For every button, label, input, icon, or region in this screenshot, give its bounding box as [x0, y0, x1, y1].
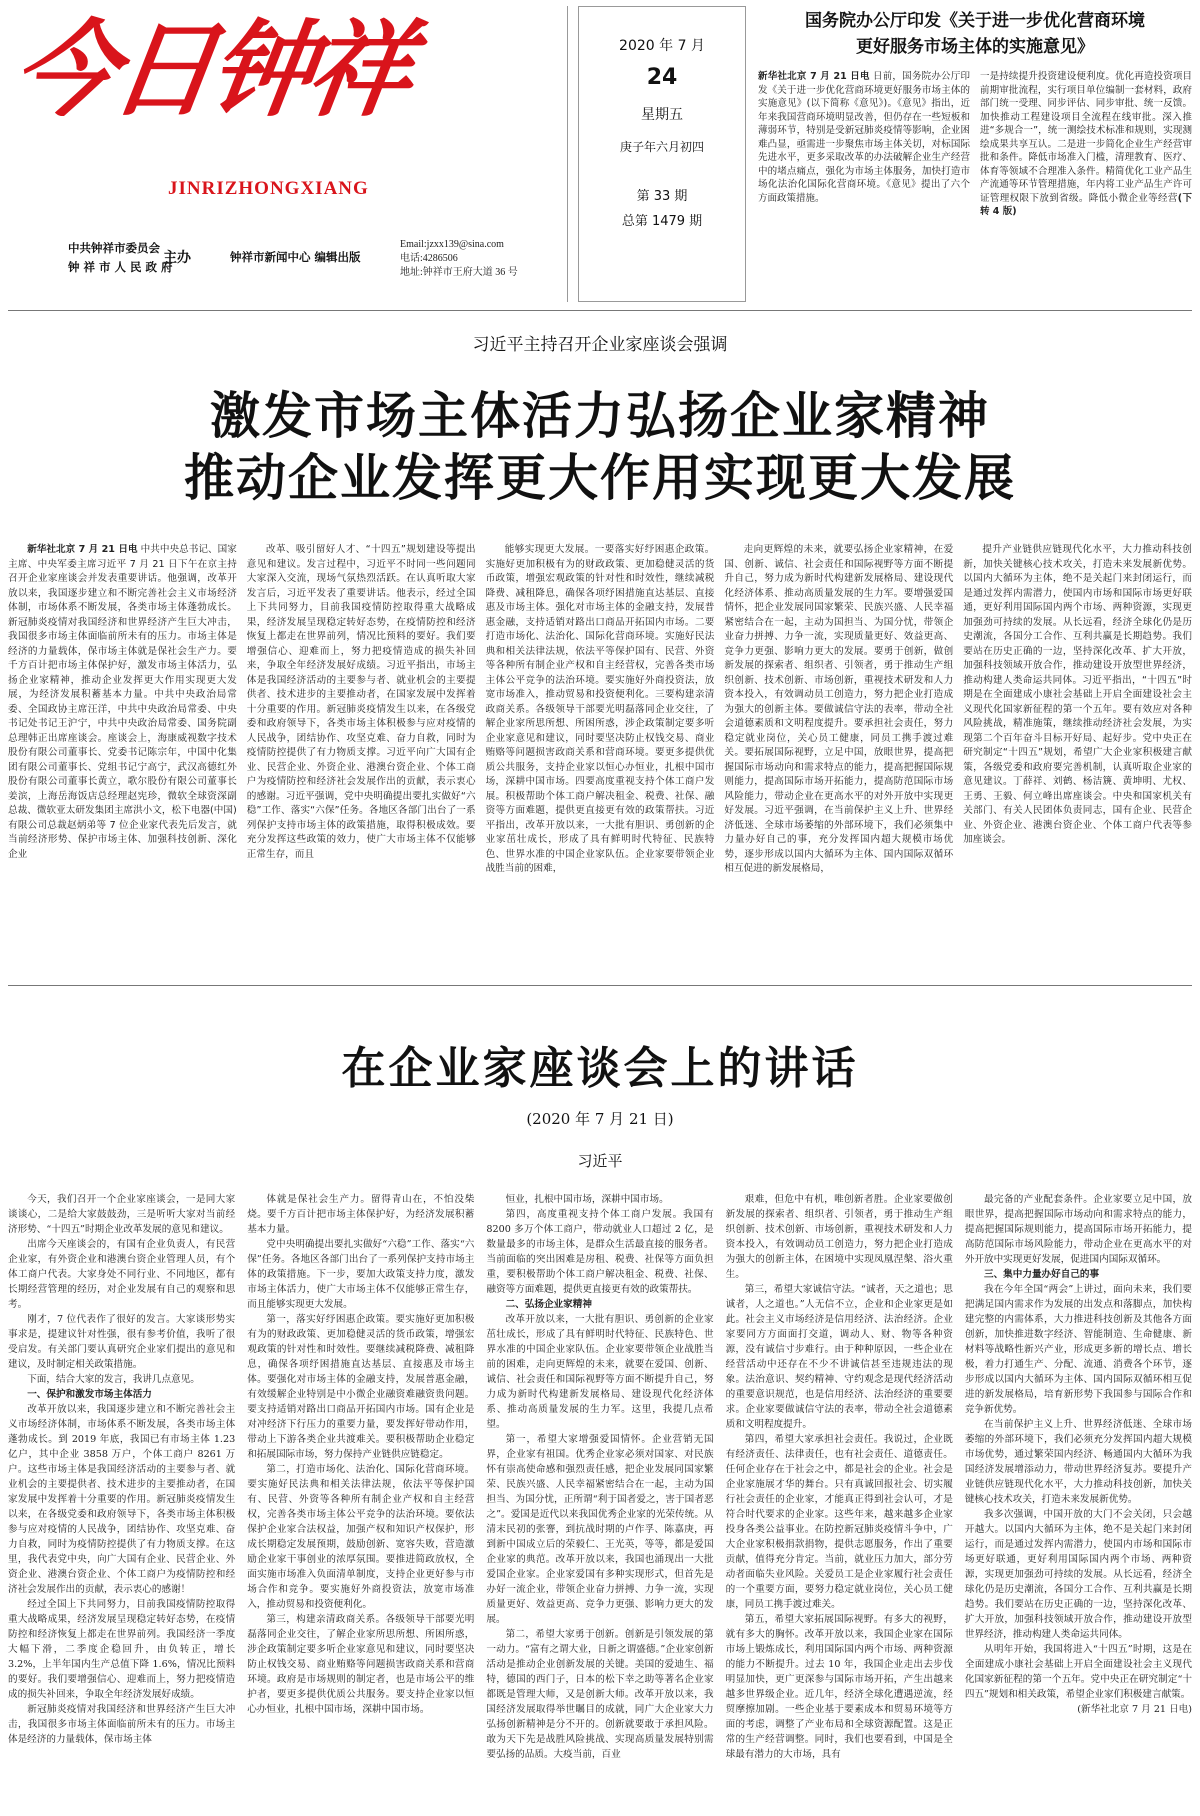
date-weekday: 星期五: [641, 107, 683, 123]
speech-column: [8, 1192, 235, 1804]
speech-column: [486, 1192, 713, 1804]
sponsors: [68, 239, 173, 277]
masthead: [5, 6, 1192, 306]
paragraph: 我多次强调，中国开放的大门不会关闭，只会越开越大。以国内大循环为主体，绝不是关起门来封闭运行，而是通过发挥内需潜力，使国内市场和国际市场更好联通，更好利用国际国内两个市场、两种资源，实现更加强劲可持续的发展。从长远看，经济全球化仍是历史潮流，各国分工合作、互利共赢是长期趋势。我们要站在历史正确的一边，坚持深化改革、扩大开放，加强科技领域开放合作，推动建设开放型世界经济，推动构建人类命运共同体。: [964, 1509, 1193, 1640]
section-heading: 三、集中力量办好自己的事: [984, 1269, 1100, 1280]
paragraph: 第三，希望大家诚信守法。“诚者，天之道也；思诚者，人之道也。”人无信不立，企业和企业家更是如此。社会主义市场经济是信用经济、法治经济。企业家要同方方面面打交道，调动人、财、物等各种资源，没有诚信寸步难行。由于种种原因，一些企业在经营活动中还存在不少不讲诚信甚至违规违法的现象。法治意识、契约精神、守约观念是现代经济活动的重要意识规范，也是信用经济、法治经济的重要要求。企业家要做诚信守法的表率，带动全社会道德素质和文明程度提升。: [725, 1284, 953, 1430]
contact-info: [400, 238, 518, 280]
paragraph: 在当前保护主义上升、世界经济低迷、全球市场萎缩的外部环境下，我们必须充分发挥国内超大规模市场优势，通过繁荣国内经济、畅通国内大循环为我国经济发展增添动力，带动世界经济复苏。要提升产业链供应链现代化水平，大力推动科技创新，加快关键核心技术攻关，打造未来发展新优势。: [964, 1419, 1193, 1505]
paragraph: 第三，构建亲清政商关系。各级领导干部要光明磊落同企业交往，了解企业家所思所想、所困所惑，涉企政策制定要多听企业家意见和建议，同时要坚决防止权钱交易、商业贿赂等问题损害政商关系和营商环境。政府是市场规则的制定者，也是市场公平的维护者，要更多提供优质公共服务。要支持企业家以恒心办恒业，扎根中国市场，深耕中国市场。: [247, 1614, 475, 1715]
top-news-body: [758, 70, 1192, 219]
continued-link[interactable]: (下转 4 版): [980, 192, 1192, 217]
paragraph: 从明年开始，我国将进入“十四五”时期，这是在全面建成小康社会基础上开启全面建设社会主义现代化国家新征程的第一个五年。党中央正在研究制定“十四五”规划和相关政策，希望企业家们积极建言献策。: [964, 1644, 1193, 1700]
paragraph: 出席今天座谈会的，有国有企业负责人，有民营企业家，有外资企业和港澳台资企业管理人员，有个体工商户代表。大家身处不同行业、不同地区，都有长期经营管理的经历，对企业发展有自己的观察和思考。: [8, 1239, 236, 1310]
section-heading: 一、保护和激发市场主体活力: [27, 1389, 152, 1400]
paragraph: 下面，结合大家的发言，我讲几点意见。: [27, 1374, 200, 1385]
paragraph: 经过全国上下共同努力，目前我国疫情防控取得重大战略成果，经济发展呈现稳定转好态势，在疫情防控和经济恢复上都走在世界前列。我国经济一季度大幅下滑，二季度企稳回升，由负转正，增长 3.2%，上半年国内生产总值下降 1.6%，情况比预料的要好。我们要增强信心、迎难而上，努力把疫情造成的损失补回来，争取全年经济发展好成绩。: [8, 1599, 236, 1700]
lead-column: [247, 543, 476, 943]
lead-column: [724, 543, 953, 943]
lead-text: 中共中央总书记、国家主席、中央军委主席习近平 7 月 21 日下午在京主持召开企业家座谈会并发表重要讲话。他强调，改革开放以来，我国逐步建立和不断完善社会主义市场经济体制，市场体系不断发展，各类市场主体蓬勃成长。新冠肺炎疫情对我国经济和世界经济产生巨大冲击，我国很多市场主体面临前所未有的压力。市场主体是经济的力量载体，保市场主体就是保社会生产力。要千方百计把市场主体保护好，激发市场主体活力，弘扬企业家精神，推动企业发挥更大作用实现更大发展，为经济发展积蓄基本力量。中共中央政治局常委、全国政协主席汪洋，中共中央政治局常委、中央书记处书记王沪宁，中共中央政治局常委、国务院副总理韩正出席座谈会。座谈会上，海康威视数字技术股份有限公司董事长、党委书记陈宗年，中国中化集团有限公司董事长、党组书记宁高宁，武汉高德红外股份有限公司董事长黄立，歌尔股份有限公司董事长姜滨，上海岳海饭店总经理赵宪珍，微软全球资深副总裁、微软亚太研发集团主席洪小文，松下电器(中国)有限公司总裁赵炳弟等 7 位企业家代表先后发言，就当前经济形势、保护市场主体、加强科技创新、深化企业: [8, 544, 237, 860]
lead-headline: [0, 385, 1200, 509]
paragraph: 新冠肺炎疫情对我国经济和世界经济产生巨大冲击，我国很多市场主体面临前所未有的压力。市场主体是经济的力量载体，保市场主体: [8, 1704, 236, 1745]
speech-body: [8, 1192, 1192, 1804]
contact-phone: 电话:4286506: [400, 253, 458, 264]
contact-email: Email:jzxx139@sina.com: [400, 239, 504, 250]
lead-column: [8, 543, 237, 943]
paragraph: 今天，我们召开一个企业家座谈会，一是同大家谈谈心，二是给大家鼓鼓劲，三是听听大家对当前经济形势、“十四五”时期企业改革发展的意见和建议。: [8, 1194, 236, 1235]
speech-column: [965, 1192, 1192, 1804]
speech-column: [247, 1192, 474, 1804]
paragraph: 第四，高度重视支持个体工商户发展。我国有 8200 多万个体工商户，带动就业人口超过 2 亿，是数量最多的市场主体，是群众生活最直接的服务者。当前面临的突出困难是房租、税费、社保等方面负担重，要积极帮助个体工商户解决租金、税费、社保、融资等方面难题，提供更直接更有效的政策帮扶。: [486, 1209, 714, 1295]
lead-dateline: 新华社北京 7 月 21 日电: [27, 544, 138, 555]
divider: [8, 310, 1192, 311]
paragraph: 最完备的产业配套条件。企业家要立足中国，放眼世界，提高把握国际市场动向和需求特点的能力，提高把握国际规则能力，提高国际市场开拓能力，提高防范国际市场风险能力，带动企业在更高水平的对外开放中实现更好发展，促进国内国际双循环。: [964, 1194, 1193, 1265]
top-news-title-line1: 国务院办公厅印发《关于进一步优化营商环境: [805, 11, 1145, 31]
paragraph: 第一，落实好纾困惠企政策。要实施好更加积极有为的财政政策、更加稳健灵活的货币政策，增强宏观政策的针对性和时效性。要继续减税降费、减租降息，确保各项纾困措施直达基层、直接惠及市场主体。要强化对市场主体的金融支持，发展普惠金融，有效缓解企业特别是中小微企业融资难融资贵问题。要支持适销对路出口商品开拓国内市场。国有企业是对冲经济下行压力的重要力量，要发挥好带动作用，带动上下游各类企业共渡难关。要积极帮助企业稳定和拓展国际市场，努力保持产业链供应链稳定。: [247, 1314, 475, 1460]
date-lunar: 庚子年六月初四: [619, 140, 704, 154]
lead-column: [486, 543, 715, 943]
sponsor-government: 钟 祥 市 人 民 政 府: [68, 260, 173, 274]
top-news-title-line2: 更好服务市场主体的实施意见》: [856, 37, 1094, 57]
lead-text: 提升产业链供应链现代化水平，大力推动科技创新，加快关键核心技术攻关，打造未来发展新优势。以国内大循环为主体，绝不是关起门来封闭运行，而是通过发挥内需潜力，使国内市场和国际市场更好联通，更好利用国际国内两个市场、两种资源，实现更加强劲可持续的发展。从长远看，经济全球化仍是历史潮流，各国分工合作、互利共赢是长期趋势。我们要站在历史正确的一边，坚持深化改革、扩大开放，加强科技领域开放合作，推动建设开放型世界经济，推动构建人类命运共同体。习近平指出，“十四五”时期是在全面建成小康社会基础上开启全面建设社会主义现代化国家新征程的第一个五年。要有效应对各种风险挑战，精准施策，继续推动经济社会发展，为实现第二个百年奋斗目标开好局、起好步。党中央正在研究制定“十四五”规划，希望广大企业家积极建言献策，各级党委和政府要完善机制，认真听取企业家的意见建议。丁薛祥、刘鹤、杨洁篪、黄坤明、尤权、王勇、王毅、何立峰出席座谈会。中央和国家机关有关部门、有关人民团体负责同志，国有企业、民营企业、外资企业、港澳台资企业、个体工商户代表等参加座谈会。: [963, 544, 1192, 845]
paragraph: 第二，打造市场化、法治化、国际化营商环境。要实施好民法典和相关法律法规，依法平等保护国有、民营、外资等各种所有制企业产权和自主经营权，完善各类市场主体公平竞争的法治环境。要依法保护企业家合法权益，加强产权和知识产权保护，形成长期稳定发展预期，鼓励创新、宽容失败，营造激励企业家干事创业的浓厚氛围。要推进简政放权，全面实施市场准入负面清单制度，支持企业更好参与市场合作和竞争。要实施好外商投资法，放宽市场准入，推动贸易和投资便利化。: [247, 1464, 475, 1610]
lead-column: [963, 543, 1192, 943]
newspaper-logo: [5, 8, 434, 168]
top-news-text-1: 日前，国务院办公厅印发《关于进一步优化营商环境更好服务市场主体的实施意见》(以下简称《意见》)。《意见》指出，近年来我国营商环境明显改善，但仍存在一些短板和薄弱环节，特别是受新冠肺炎疫情等影响，企业困难凸显，亟需进一步聚焦市场主体关切，对标国际先进水平，更多采取改革的办法破解企业生产经营中的堵点痛点，强化为市场主体服务，加快打造市场化法治化国际化营商环境。《意见》提出了六个方面政策措施。: [758, 71, 970, 204]
logo-text: 今日钟祥: [5, 8, 415, 131]
date-day: 24: [646, 65, 678, 90]
speech-headline: 在企业家座谈会上的讲话: [341, 1043, 859, 1094]
total-issue-number: 总第 1479 期: [621, 214, 703, 229]
issue-number: 第 33 期: [636, 189, 688, 204]
top-news-text-2: 一是持续提升投资建设便利度。优化再造投资项目前期审批流程，实行项目单位编制一套材料，政府部门统一受理、同步评估、同步审批、统一反馈。加快推动工程建设项目全流程在线审批。深入推进“多规合一”，统一测绘技术标准和规则，实现测绘成果共享互认。二是进一步简化企业生产经营审批和条件。降低市场准入门槛，清理教育、医疗、体育等领域不合理准入条件。精简优化工业产品生产流通等环节管理措施，年内将工业产品生产许可证管理权限下放到省级。降低小微企业等经营: [980, 71, 1192, 204]
paragraph: 改革开放以来，我国逐步建立和不断完善社会主义市场经济体制，市场体系不断发展，各类市场主体蓬勃成长。到 2019 年底，我国已有市场主体 1.23 亿户，其中企业 3858 万户，个体工商户 8261 万户。这些市场主体是我国经济活动的主要参与者、就业机会的主要提供者、技术进步的主要推动者，在国家发展中发挥着十分重要的作用。新冠肺炎疫情发生以来，在各级党委和政府领导下，各类市场主体积极参与应对疫情的人民战争，团结协作、攻坚克难、奋力自救，同时为疫情防控提供了有力物质支撑。在这里，我代表党中央，向广大国有企业、民营企业、外资企业、港澳台资企业、个体工商户为疫情防控和经济社会发展作出的贡献，表示衷心的感谢！: [8, 1404, 236, 1595]
paragraph: 第五，希望大家拓展国际视野。有多大的视野，就有多大的胸怀。改革开放以来，我国企业家在国际市场上锻炼成长，利用国际国内两个市场、两种资源的能力不断提升。过去 10 年，我国企业走出去步伐明显加快，更广更深参与国际市场开拓，产生出越来越多世界级企业。近几年，经济全球化遭遇逆流，经贸摩擦加剧。一些企业基于要素成本和贸易环境等方面的考虑，调整了产业布局和全球资源配置。这是正常的生产经营调整。同时，我们也要看到，中国是全球最有潜力的大市场，具有: [725, 1614, 953, 1760]
logo-pinyin: JINRIZHONGXIANG: [168, 178, 369, 199]
paragraph: 我在今年全国“两会”上讲过，面向未来，我们要把满足国内需求作为发展的出发点和落脚点，加快构建完整的内需体系，大力推进科技创新及其他各方面创新，加快推进数字经济、智能制造、生命健康、新材料等战略性新兴产业，形成更多新的增长点、增长极，着力打通生产、分配、流通、消费各个环节，逐步形成以国内大循环为主体、国内国际双循环相互促进的新发展格局，培育新形势下我国参与国际合作和竞争新优势。: [964, 1284, 1193, 1415]
paragraph: 第二，希望大家勇于创新。创新是引领发展的第一动力。“富有之谓大业，日新之谓盛德。”企业家创新活动是推动企业创新发展的关键。美国的爱迪生、福特，德国的西门子，日本的松下幸之助等著名企业家都既是管理大师，又是创新大师。改革开放以来，我国经济发展取得举世瞩目的成就，同广大企业家大力弘扬创新精神是分不开的。创新就要敢于承担风险。敢为天下先是战胜风险挑战、实现高质量发展特别需要弘扬的品质。大疫当前，百业: [486, 1629, 714, 1760]
speech-author: 习近平: [577, 1152, 623, 1170]
paragraph: 第四，希望大家承担社会责任。我说过，企业既有经济责任、法律责任，也有社会责任、道德责任。任何企业存在于社会之中，都是社会的企业。社会是企业家施展才华的舞台。只有真诚回报社会、切实履行社会责任的企业家，才能真正得到社会认可，才是符合时代要求的企业家。这些年来，越来越多企业家投身各类公益事业。在防控新冠肺炎疫情斗争中，广大企业家积极捐款捐物，提供志愿服务，作出了重要贡献，值得充分肯定。当前，就业压力加大，部分劳动者面临失业风险。关爱员工是企业家履行社会责任的一个重要方面，要努力稳定就业岗位，关心员工健康，同员工携手渡过难关。: [725, 1434, 953, 1610]
speech-column: [726, 1192, 953, 1804]
divider: [8, 985, 1192, 986]
paragraph: 刚才，7 位代表作了很好的发言。大家谈形势实事求是，提建议针对性强，很有参考价值，我听了很受启发。有关部门要认真研究企业家们提出的意见和建议，及时制定相关政策措施。: [8, 1314, 236, 1370]
paragraph: 第一，希望大家增强爱国情怀。企业营销无国界，企业家有祖国。优秀企业家必须对国家、对民族怀有崇高使命感和强烈责任感，把企业发展同国家繁荣、民族兴盛、人民幸福紧密结合在一起，主动为国担当、为国分忧，正所谓“利于国者爱之，害于国者恶之”。爱国是近代以来我国优秀企业家的光荣传统。从清末民初的张謇，到抗战时期的卢作孚、陈嘉庚，再到新中国成立后的荣毅仁、王光英，等等，都是爱国企业家的典范。改革开放以来，我国也涌现出一大批爱国企业家。企业家爱国有多种实现形式，但首先是办好一流企业，带领企业奋力拼搏、力争一流，实现质量更好、效益更高、竞争力更强、影响力更大的发展。: [486, 1434, 714, 1625]
top-news: [758, 6, 1192, 302]
paragraph: 党中央明确提出要扎实做好“六稳”工作、落实“六保”任务。各地区各部门出台了一系列保护支持市场主体的政策措施。下一步，要加大政策支持力度，激发市场主体活力，使广大市场主体不仅能够正常生存，而且能够实现更大发展。: [247, 1239, 475, 1310]
lead-text: 改革、吸引留好人才、“十四五”规划建设等提出意见和建议。发言过程中，习近平不时同一些问题同大家深入交流，现场气氛热烈活跃。在认真听取大家发言后，习近平发表了重要讲话。他表示，经过全国上下共同努力，目前我国疫情防控取得重大战略成果，经济发展呈现稳定转好态势，在疫情防控和经济恢复上都走在世界前列，情况比预料的要好。我们要增强信心、迎难而上，努力把疫情造成的损失补回来，争取全年经济发展好成绩。习近平指出，市场主体是我国经济活动的主要参与者、就业机会的主要提供者、技术进步的主要推动者，在国家发展中发挥着十分重要的作用。新冠肺炎疫情发生以来，在各级党委和政府领导下，各类市场主体积极参与应对疫情的人民战争，团结协作、攻坚克难、奋力自救，同时为疫情防控提供了有力物质支撑。习近平向广大国有企业、民营企业、外资企业、港澳台资企业、个体工商户为疫情防控和经济社会发展作出的贡献，表示衷心的感谢。习近平强调，党中央明确提出要扎实做好“六稳”工作、落实“六保”任务。各地区各部门出台了一系列保护支持市场主体的政策措施，取得积极成效。要充分发挥这些政策的效力，使广大市场主体不仅能够正常生存，而且: [246, 544, 476, 860]
date-year-month: 2020 年 7 月: [619, 38, 705, 54]
dateline-box: [578, 6, 746, 302]
speech-date: (2020 年 7 月 21 日): [526, 1110, 674, 1128]
section-heading: 二、弘扬企业家精神: [505, 1299, 592, 1310]
top-news-col-2: [980, 70, 1192, 219]
editor-credit: 钟祥市新闻中心 编辑出版: [230, 250, 361, 264]
paragraph: 体就是保社会生产力。留得青山在，不怕没柴烧。要千方百计把市场主体保护好，为经济发展积蓄基本力量。: [247, 1194, 475, 1235]
lead-text: 能够实现更大发展。一要落实好纾困惠企政策。实施好更加积极有为的财政政策、更加稳健灵活的货币政策，增强宏观政策的针对性和时效性，继续减税降费、减租降息，确保各项纾困措施直达基层、直接惠及市场主体。强化对市场主体的金融支持，发展普惠金融，支持适销对路出口商品开拓国内市场。二要打造市场化、法治化、国际化营商环境。实施好民法典和相关法律法规，依法平等保护国有、民营、外资等各种所有制企业产权和自主经营权，完善各类市场主体公平竞争的法治环境。要实施好外商投资法，放宽市场准入，推动贸易和投资便利化。三要构建亲清政商关系。各级领导干部要光明磊落同企业交往，了解企业家所思所想、所困所惑，涉企政策制定要多听企业家意见和建议，同时要坚决防止权钱交易、商业贿赂等问题损害政商关系和营商环境。要更多提供优质公共服务，支持企业家以恒心办恒业，扎根中国市场，深耕中国市场。四要高度重视支持个体工商户发展。积极帮助个体工商户解决租金、税费、社保、融资等方面难题，提供更直接更有效的政策帮扶。习近平指出，改革开放以来，一大批有胆识、勇创新的企业家茁壮成长，形成了具有鲜明时代特征、民族特色、世界水准的中国企业家队伍。企业家要带领企业战胜当前的困难，: [485, 544, 715, 874]
paragraph: 艰难，但危中有机，唯创新者胜。企业家要做创新发展的探索者、组织者、引领者，勇于推动生产组织创新、技术创新、市场创新，重视技术研发和人力资本投入，有效调动员工创造力，努力把企业打造成为强大的创新主体，在困境中实现凤凰涅槃、浴火重生。: [725, 1194, 953, 1280]
masthead-brand: [5, 6, 568, 302]
lead-headline-line1: 激发市场主体活力弘扬企业家精神: [210, 387, 990, 445]
speech-source: (新华社北京 7 月 21 日电): [1077, 1704, 1193, 1715]
lead-body: [8, 543, 1192, 943]
lead-text: 走向更辉煌的未来，就要弘扬企业家精神，在爱国、创新、诚信、社会责任和国际视野等方面不断提升自己，努力成为新时代构建新发展格局、建设现代化经济体系、推动高质量发展的生力军。要增强爱国情怀，把企业发展同国家繁荣、民族兴盛、人民幸福紧密结合在一起，主动为国担当、为国分忧，带领企业奋力拼搏、力争一流，实现质量更好、效益更高、竞争力更强、影响力更大的发展。要勇于创新，做创新发展的探索者、组织者、引领者，勇于推动生产组织创新、技术创新、市场创新，重视技术研发和人力资本投入，有效调动员工创造力，努力把企业打造成为强大的创新主体。要做诚信守法的表率，带动全社会道德素质和文明程度提升。要承担社会责任，努力稳定就业岗位，关心员工健康，同员工携手渡过难关。要拓展国际视野，立足中国，放眼世界，提高把握国际市场动向和需求特点的能力，提高把握国际规则能力，提高国际市场开拓能力，提高防范国际市场风险能力，带动企业在更高水平的对外开放中实现更好发展。习近平强调，在当前保护主义上升、世界经济低迷、全球市场萎缩的外部环境下，我们必须集中力量办好自己的事，充分发挥国内超大规模市场优势，逐步形成以国内大循环为主体、国内国际双循环相互促进的新发展格局，: [724, 544, 954, 874]
top-news-dateline: 新华社北京 7 月 21 日电: [758, 71, 870, 82]
lead-kicker: 习近平主持召开企业家座谈会强调: [472, 335, 728, 355]
paragraph: 改革开放以来，一大批有胆识、勇创新的企业家茁壮成长，形成了具有鲜明时代特征、民族特色、世界水准的中国企业家队伍。企业家要带领企业战胜当前的困难，走向更辉煌的未来，就要在爱国、创新、诚信、社会责任和国际视野等方面不断提升自己，努力成为新时代构建新发展格局、建设现代化经济体系、推动高质量发展的生力军。这里，我提几点希望。: [486, 1314, 714, 1430]
paragraph: 恒业，扎根中国市场，深耕中国市场。: [505, 1194, 669, 1205]
sponsor-role: 主办: [163, 250, 191, 266]
contact-address: 地址:钟祥市王府大道 36 号: [400, 267, 518, 278]
sponsor-party-committee: 中共钟祥市委员会: [68, 241, 160, 255]
top-news-title: [758, 8, 1192, 60]
top-news-col-1: [758, 70, 970, 219]
lead-headline-line2: 推动企业发挥更大作用实现更大发展: [184, 449, 1016, 507]
